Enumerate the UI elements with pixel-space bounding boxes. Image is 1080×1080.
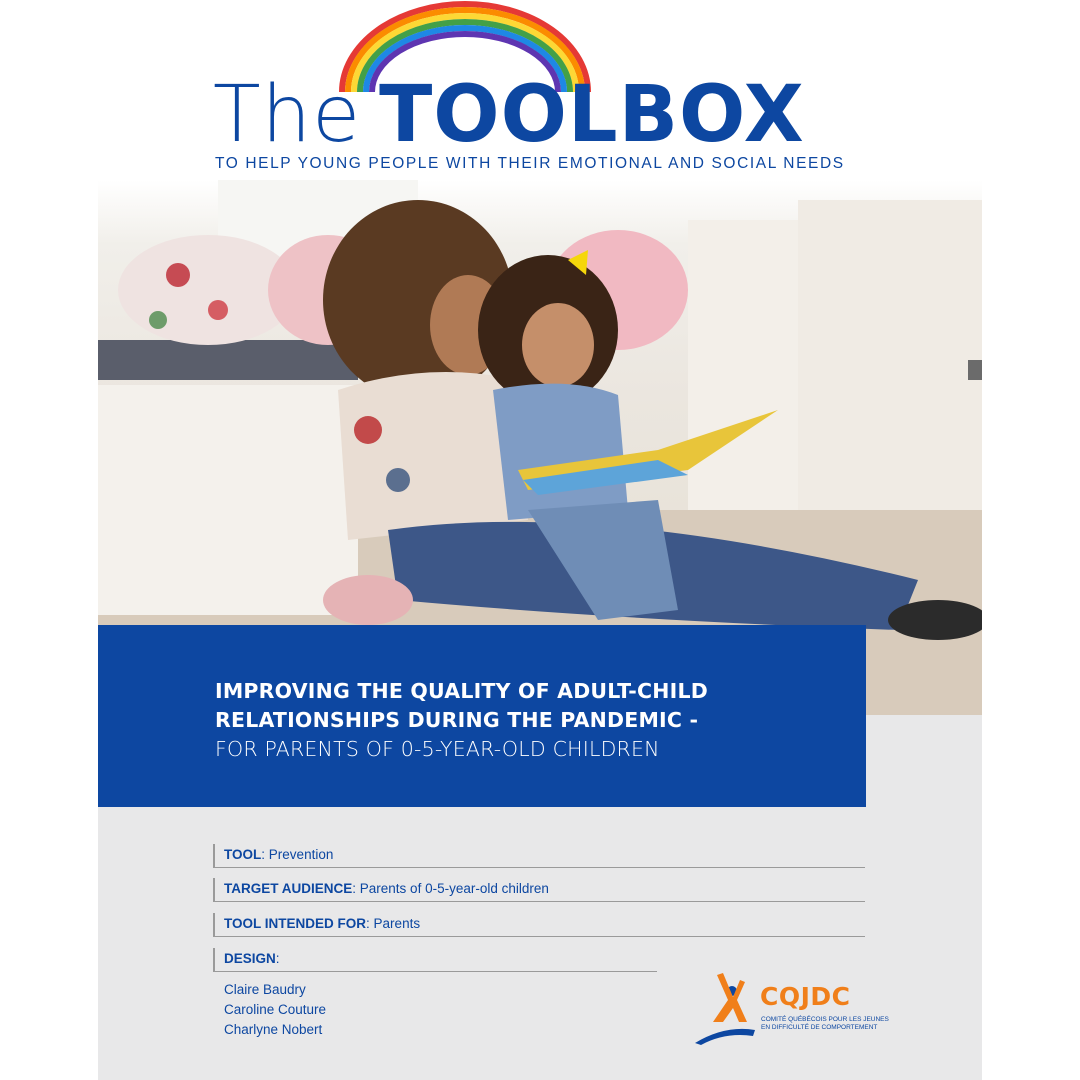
credit-name: Charlyne Nobert — [224, 1022, 323, 1037]
title-the: The — [213, 70, 362, 160]
intended-colon: : — [366, 916, 370, 931]
info-row-tool — [213, 844, 865, 868]
audience-label: TARGET AUDIENCE — [224, 881, 353, 896]
info-row-audience — [213, 878, 865, 902]
intended-label: TOOL INTENDED FOR — [224, 916, 367, 931]
page-subtitle: TO HELP YOUNG PEOPLE WITH THEIR EMOTIONAL AND SOCIAL NEEDS — [215, 155, 845, 172]
heading-line-2: RELATIONSHIPS DURING THE PANDEMIC - — [215, 708, 699, 732]
document-heading — [215, 677, 835, 764]
logo-sub-line-1: COMITÉ QUÉBÉCOIS POUR LES JEUNES — [761, 1016, 889, 1023]
intended-value: Parents — [373, 916, 421, 931]
logo-subtitle — [761, 1016, 889, 1032]
credit-name: Claire Baudry — [224, 982, 306, 997]
info-row-design — [213, 948, 657, 972]
logo-sub-line-2: EN DIFFICULTÉ DE COMPORTEMENT — [761, 1024, 878, 1031]
tool-label: TOOL — [224, 847, 262, 862]
title-toolbox: TOOLBOX — [379, 70, 805, 160]
audience-value: Parents of 0-5-year-old children — [359, 881, 549, 896]
audience-colon: : — [352, 881, 357, 896]
design-colon: : — [275, 951, 280, 966]
info-row-intended — [213, 913, 865, 937]
design-label: DESIGN — [224, 951, 276, 966]
heading-line-1: IMPROVING THE QUALITY OF ADULT-CHILD — [215, 679, 708, 703]
tool-colon: : — [261, 847, 266, 862]
credits-list — [224, 980, 326, 1040]
heading-line-3: FOR PARENTS OF 0-5-YEAR-OLD CHILDREN — [215, 737, 660, 761]
credit-name: Caroline Couture — [224, 1002, 327, 1017]
tool-value: Prevention — [268, 847, 334, 862]
logo-name: CQJDC — [760, 982, 851, 1011]
page-title — [213, 70, 805, 160]
